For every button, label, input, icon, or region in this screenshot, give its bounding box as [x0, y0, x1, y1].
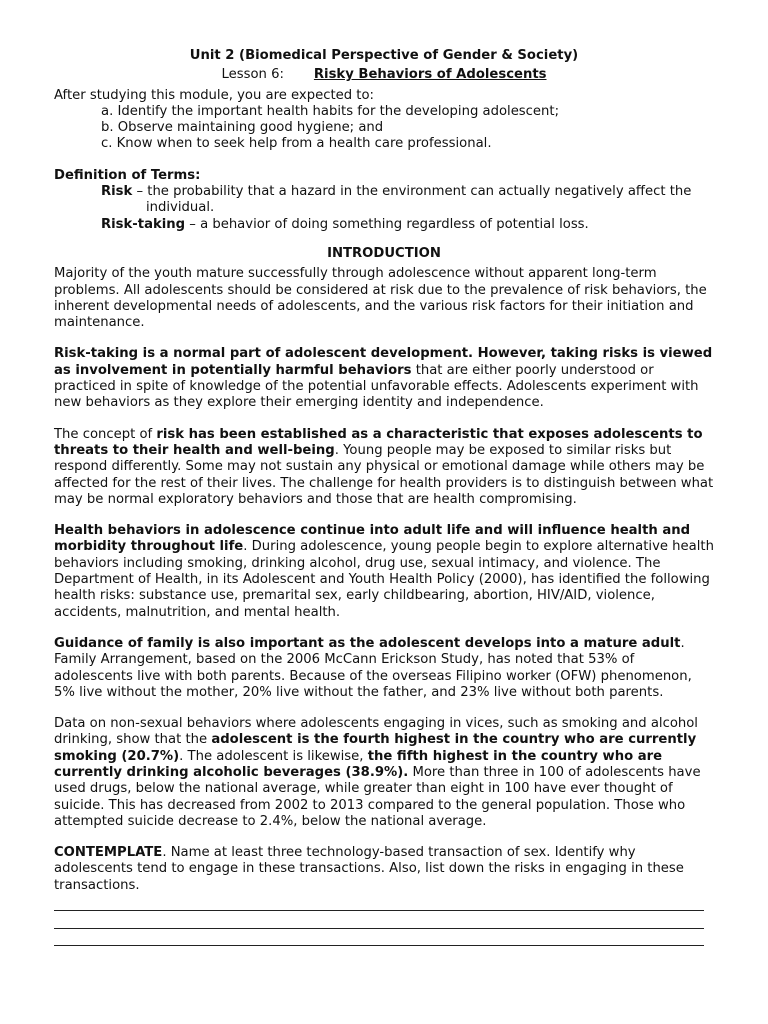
- contemplate-prompt: [54, 845, 714, 894]
- body-text: . Young people may be exposed to similar risks but respond differently. Some may not sustain any physical or emotional damage while others may be affected for the rest of their lives. The challenge for health providers is to distinguish between what may be normal exploratory behaviors and those that are health compromising.: [54, 442, 714, 507]
- term-definition: – the probability that a hazard in the environment can actually negatively affect the individual.: [132, 184, 692, 216]
- paragraph-6: [54, 716, 714, 830]
- term-label: Risk-taking: [101, 216, 186, 232]
- term-label: Risk: [101, 184, 133, 200]
- paragraph-5: [54, 636, 714, 701]
- body-text: The concept of: [54, 426, 157, 442]
- bold-text: risk has been established as a characteristic that exposes adolescents to threats to their health and well-being: [54, 426, 703, 458]
- answer-line[interactable]: [54, 894, 704, 911]
- body-text: More than three in 100 of adolescents have used drugs, below the national average, while greater than eight in 100 have ever thought of suicide. This has decreased from 2002 to 2013 compared to the general population. Those who attempted suicide decrease to 2.4%, below the national average.: [54, 764, 701, 829]
- lesson-number: Lesson 6:: [221, 67, 284, 83]
- body-text: . The adolescent is likewise,: [179, 748, 368, 764]
- objective-item: c. Know when to seek help from a health care professional.: [101, 136, 492, 152]
- definitions-heading: Definition of Terms:: [54, 167, 201, 183]
- objectives-intro: After studying this module, you are expected to:: [54, 87, 374, 103]
- introduction-heading: INTRODUCTION: [327, 245, 441, 261]
- bold-text: adolescent is the fourth highest in the country who are currently smoking (20.7%): [54, 732, 697, 764]
- paragraph-4: [54, 523, 714, 621]
- document-page: [54, 48, 714, 946]
- paragraph-1: Majority of the youth mature successfully through adolescence without apparent long-term problems. All adolescents should be considered at risk due to the prevalence of risk behaviors, the inherent developmental needs of adolescents, and the various risk factors for their initiation and maintenance.: [54, 266, 707, 331]
- unit-title: Unit 2 (Biomedical Perspective of Gender & Society): [189, 48, 579, 63]
- lesson-title: Risky Behaviors of Adolescents: [313, 67, 547, 83]
- bold-text: the fifth highest in the country who are currently drinking alcoholic beverages (38.9%).: [54, 748, 663, 780]
- contemplate-text: . Name at least three technology-based transaction of sex. Identify why adolescents tend to engage in these transactions. Also, list down the risks in engaging in these transactions.: [54, 845, 684, 893]
- term-definition: – a behavior of doing something regardless of potential loss.: [185, 216, 589, 232]
- spacer: [54, 153, 714, 168]
- lesson-line: [54, 67, 714, 83]
- body-text: . Family Arrangement, based on the 2006 McCann Erickson Study, has noted that 53% of adolescents live with both parents. Because of the overseas Filipino worker (OFW) phenomenon, 5% live without the mother, 20% live without the father, and 23% live without both parents.: [54, 635, 692, 700]
- body-text: that are either poorly understood or practiced in spite of knowledge of the potential unfavorable effects. Adolescents experiment with new behaviors as they explore their emerging identity and independence.: [54, 362, 699, 411]
- paragraph-3: [54, 427, 714, 508]
- body-text: Data on non-sexual behaviors where adolescents engaging in vices, such as smoking and alcohol drinking, show that the: [54, 716, 698, 748]
- contemplate-label: CONTEMPLATE: [54, 845, 163, 861]
- term-risk-taking: [54, 217, 714, 233]
- answer-line[interactable]: [54, 929, 704, 946]
- objective-item: b. Observe maintaining good hygiene; and: [101, 120, 384, 136]
- term-risk: [54, 184, 714, 217]
- body-text: . During adolescence, young people begin to explore alternative health behaviors including smoking, drinking alcohol, drug use, sexual intimacy, and violence. The Department of Health, in its Adolescent and Youth Health Policy (2000), has identified the following health risks: substance use, premarital sex, early childbearing, abortion, HIV/AID, violence, accidents, malnutrition, and mental health.: [54, 539, 714, 620]
- objective-item: a. Identify the important health habits for the developing adolescent;: [101, 103, 560, 119]
- bold-text: Risk-taking is a normal part of adolescent development. However, taking risks is viewed as involvement in potentially harmful behaviors: [54, 346, 713, 378]
- paragraph-2: [54, 346, 714, 411]
- bold-text: Health behaviors in adolescence continue into adult life and will influence health and morbidity throughout life: [54, 523, 691, 555]
- objectives-list: [54, 104, 714, 153]
- answer-line[interactable]: [54, 911, 704, 928]
- bold-text: Guidance of family is also important as the adolescent develops into a mature adult: [54, 635, 681, 651]
